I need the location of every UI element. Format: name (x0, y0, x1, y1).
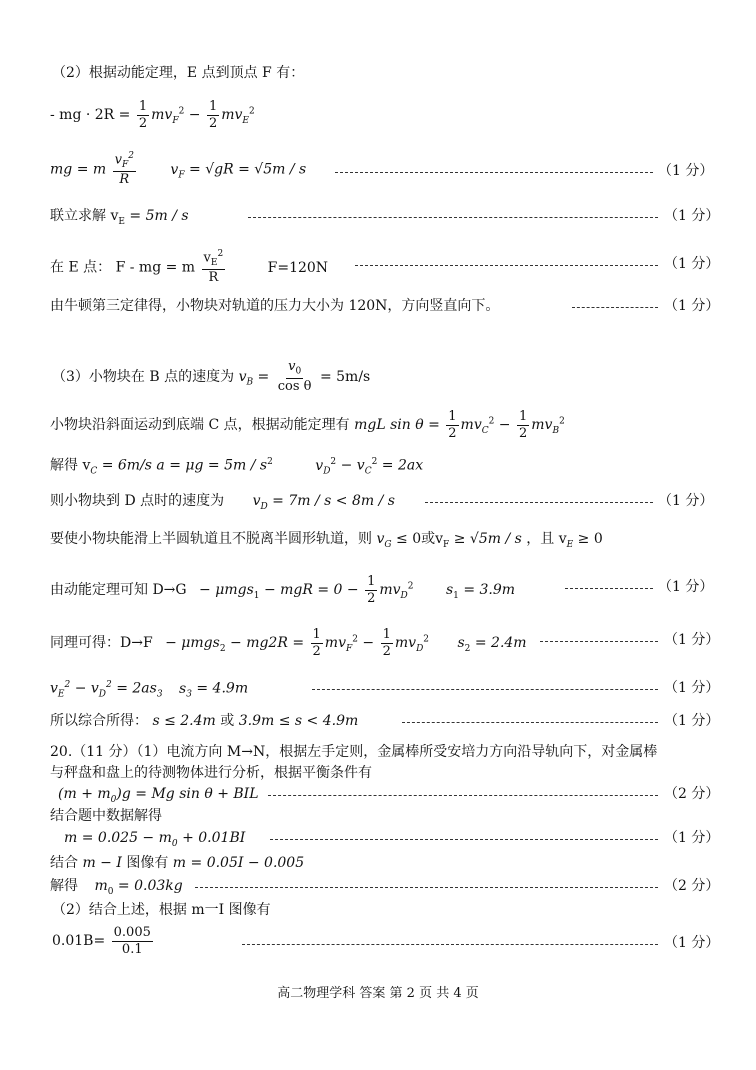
kinematics-s3: $v_E^2 - v_D^2 = 2as_3$ $s_3 = 4.9m$ (50, 680, 249, 700)
score-mark: （1 分） (664, 208, 720, 224)
energy-d-to-f: 同理可得：D→F − μmgs$_2$ − mg2R = $\frac{1}{2}$ $mv_F^2$ − $\frac{1}{2}$ $mv_D^2$ $s_2 = 2.4m$ (50, 627, 527, 659)
top-point-equation: mg = m $\frac{v_F^2}{R}$ $v_F = √gR = √5m / s$ (50, 151, 307, 188)
dash-leader (335, 172, 653, 173)
q20-line-3: 结合题中数据解得 (50, 808, 162, 824)
dash-leader (565, 588, 653, 589)
q20-line-2: 与秤盘和盘上的待测物体进行分析，根据平衡条件有 (50, 765, 372, 781)
slope-energy-equation: 小物块沿斜面运动到底端 C 点，根据动能定理有 mgL sin θ = $\frac{1}{2}$ $mv_C^2$ − $\frac{1}{2}$ $mv_B^2$ (50, 409, 565, 441)
energy-equation-ef: - mg · 2R = $\frac{1}{2}$ $mv_F^2$ − $\frac{1}{2}$ $mv_E^2$ (50, 99, 255, 131)
q20-balance-equation: $(m + m_0)g = Mg$ sin θ + BIL (58, 786, 259, 805)
final-range: 所以综合所得： s ≤ 2.4m 或 3.9m ≤ s < 4.9m (50, 713, 359, 729)
dash-leader (242, 944, 658, 945)
score-mark: （2 分） (664, 786, 720, 802)
q20-b-equation: 0.01B= $\frac{0.005}{0.1}$ (52, 925, 151, 957)
dash-leader (268, 795, 658, 796)
dash-leader (402, 722, 658, 723)
score-mark: （1 分） (664, 680, 720, 696)
score-mark: （1 分） (658, 493, 714, 509)
q20-solve-m0: 解得 $m_0 = 0.03kg$ (50, 878, 183, 897)
speed-at-d: 则小物块到 D 点时的速度为 $v_D = 7m / s < 8m / s$ (50, 493, 395, 512)
dash-leader (248, 217, 658, 218)
dash-leader (195, 887, 658, 888)
score-mark: （1 分） (664, 256, 720, 272)
score-mark: （2 分） (664, 878, 720, 894)
score-mark: （1 分） (658, 163, 714, 179)
score-mark: （1 分） (664, 713, 720, 729)
solve-vc: 解得 $v_C = 6m/s$ $a = \mu g = 5m / s^2$ $v_D^2 - v_C^2 = 2ax$ (50, 457, 424, 477)
part3-heading: （3）小物块在 B 点的速度为 $v_B$ = $\frac{v_0}{\text{cos θ}}$ = 5m/s (52, 359, 371, 395)
q20-part2-heading: （2）结合上述，根据 m一I 图像有 (52, 902, 271, 918)
dash-leader (355, 265, 658, 266)
score-mark: （1 分） (664, 830, 720, 846)
dash-leader (312, 689, 658, 690)
dash-leader (425, 502, 653, 503)
score-mark: （1 分） (658, 579, 714, 595)
part2-heading: （2）根据动能定理，E 点到顶点 F 有： (52, 65, 305, 81)
dash-leader (270, 839, 658, 840)
point-e-force: 在 E 点： F - mg = m $\frac{v_E^2}{R}$ F=120N (50, 249, 329, 286)
q20-line-1: 20.（11 分）（1）电流方向 M→N，根据左手定则，金属棒所受安培力方向沿导轨向下，对金属棒 (50, 744, 658, 760)
newton-third-law: 由牛顿第三定律得，小物块对轨道的压力大小为 120N，方向竖直向下。 (50, 298, 500, 314)
dash-leader (572, 307, 658, 308)
dash-leader (540, 641, 658, 642)
page-footer: 高二物理学科 答案 第 2 页 共 4 页 (277, 986, 479, 1001)
q20-mass-equation: $m = 0.025 - m_0 + 0.01BI$ (64, 830, 246, 849)
score-mark: （1 分） (664, 298, 720, 314)
q20-graph-line: 结合 m − I 图像有 m = 0.05I − 0.005 (50, 855, 305, 871)
score-mark: （1 分） (664, 632, 720, 648)
score-mark: （1 分） (664, 935, 720, 951)
solve-ve: 联立求解 $v_E = 5m / s$ (50, 208, 189, 227)
energy-d-to-g: 由动能定理可知 D→G − μmgs$_1$ − mgR = 0 − $\frac{1}{2}$ $mv_D^2$ $s_1 = 3.9m$ (50, 574, 516, 606)
track-condition: 要使小物块能滑上半圆轨道且不脱离半圆形轨道，则 $v_G \le 0$或$v_F \ge √5m / s$ ，且 $v_E \ge 0$ (50, 531, 603, 550)
